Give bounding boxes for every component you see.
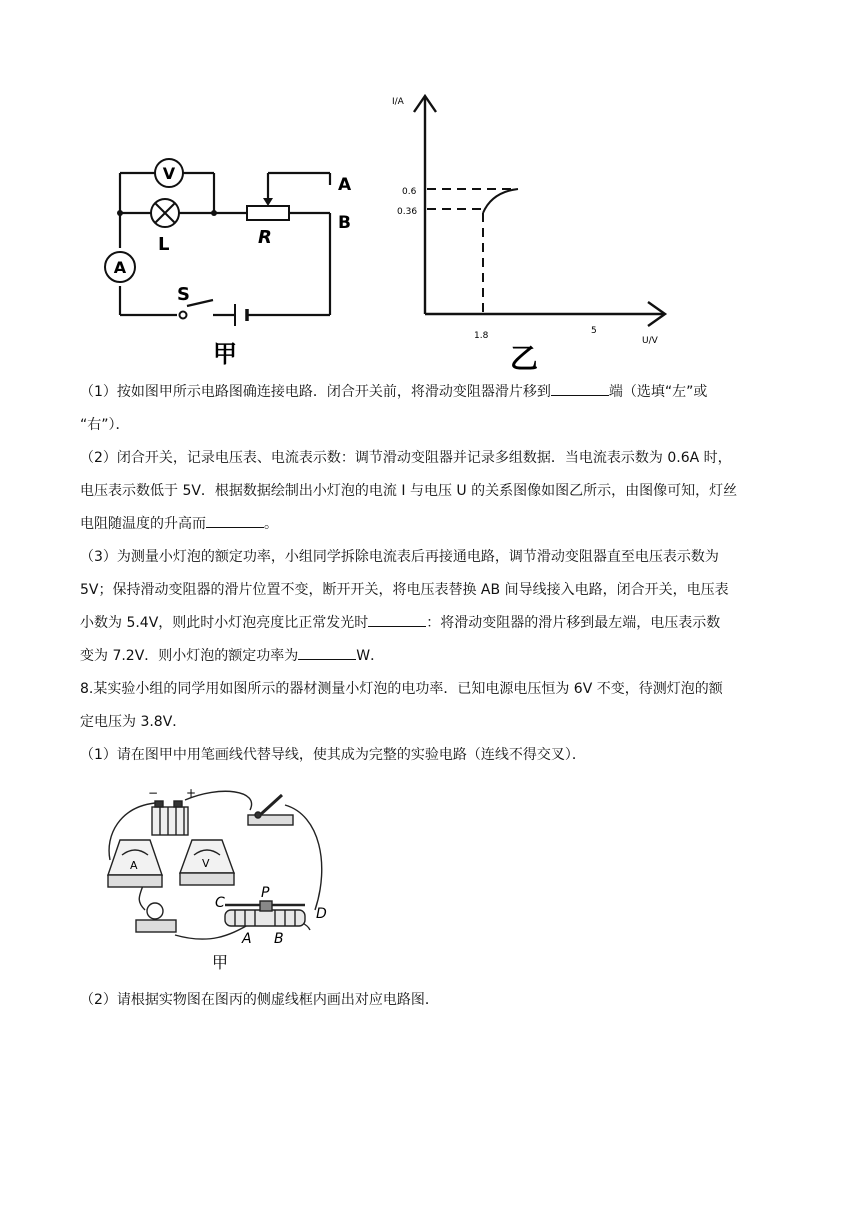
- q7-part-3-line-4: 变为 7.2V．则小灯泡的额定功率为 W．: [80, 640, 780, 673]
- switch-label: S: [177, 284, 190, 305]
- voltmeter-label: V: [202, 857, 210, 870]
- battery-minus-label: −: [148, 786, 159, 800]
- q7-part-3-line-1: （3）为测量小灯泡的额定功率，小组同学拆除电流表后再接通电路，调节滑动变阻器直至电压表示数为: [80, 549, 719, 565]
- terminal-b-label: B: [338, 213, 351, 233]
- q8-part-1: （1）请在图甲中用笔画线代替导线，使其成为完整的实验电路（连线不得交叉）．: [80, 747, 586, 763]
- answer-blank[interactable]: [368, 612, 426, 627]
- y-axis-label: I/A: [392, 97, 404, 107]
- q7-part-2-line-2: 电压表示数低于 5V．根据数据绘制出小灯泡的电流 I 与电压 U 的关系图像如图乙所示，由图像可知，灯丝: [80, 483, 738, 499]
- rheostat-label: R: [258, 227, 272, 248]
- q8-stem-line-1: 8.某实验小组的同学用如图所示的器材测量小灯泡的电功率．已知电源电压恒为 6V 不变，待测灯泡的额: [80, 681, 723, 697]
- question-8-part-2: [80, 984, 780, 1017]
- y-tick-0.36: 0.36: [397, 207, 418, 217]
- answer-blank[interactable]: [206, 513, 264, 528]
- circuit-diagram-jia: [95, 140, 375, 375]
- voltmeter-label: V: [162, 164, 176, 183]
- apparatus-figure: [100, 785, 340, 975]
- answer-blank[interactable]: [298, 645, 356, 660]
- x-tick-1.8: 1.8: [474, 331, 489, 341]
- ammeter-label: A: [130, 859, 138, 872]
- q7-part-1-line-2: “右”）．: [80, 417, 130, 433]
- q7-part-3-line-3: 小数为 5.4V，则此时小灯泡亮度比正常发光时 ：将滑动变阻器的滑片移到最左端，电压表示数: [80, 607, 780, 640]
- iu-graph-yi: [380, 88, 680, 378]
- terminal-a-label: A: [242, 931, 252, 947]
- q8-part-2: （2）请根据实物图在图丙的侧虚线框内画出对应电路图．: [80, 992, 439, 1008]
- q7-part-3-line-2: 5V；保持滑动变阻器的滑片位置不变，断开开关，将电压表替换 AB 间导线接入电路，闭合开关，电压表: [80, 582, 729, 598]
- terminal-a-label: A: [338, 175, 352, 195]
- answer-blank[interactable]: [551, 381, 609, 396]
- terminal-b-label: B: [274, 931, 284, 947]
- battery-plus-label: +: [186, 786, 197, 800]
- lamp-label: L: [158, 234, 170, 255]
- ammeter-label: A: [113, 258, 127, 277]
- q7-part-1-line-1: （1）按如图甲所示电路图确连接电路．闭合开关前，将滑动变阻器滑片移到 端（选填“左”或: [80, 376, 780, 409]
- figure-caption-jia: 甲: [213, 340, 237, 368]
- x-axis-label: U/V: [642, 336, 658, 346]
- question-7-parts: [80, 376, 780, 772]
- figure-caption-yi: 乙: [509, 342, 539, 375]
- terminal-c-label: C: [215, 895, 225, 911]
- slider-p-label: P: [261, 885, 270, 901]
- x-tick-5: 5: [591, 326, 597, 336]
- terminal-d-label: D: [316, 906, 327, 922]
- q8-stem-line-2: 定电压为 3.8V．: [80, 714, 187, 730]
- q7-part-2-line-3: 电阻随温度的升高而 。: [80, 508, 780, 541]
- q7-part-2-line-1: （2）闭合开关，记录电压表、电流表示数：调节滑动变阻器并记录多组数据．当电流表示数为 0.6A 时，: [80, 450, 732, 466]
- y-tick-0.6: 0.6: [402, 187, 417, 197]
- figure-caption-apparatus: 甲: [211, 953, 229, 972]
